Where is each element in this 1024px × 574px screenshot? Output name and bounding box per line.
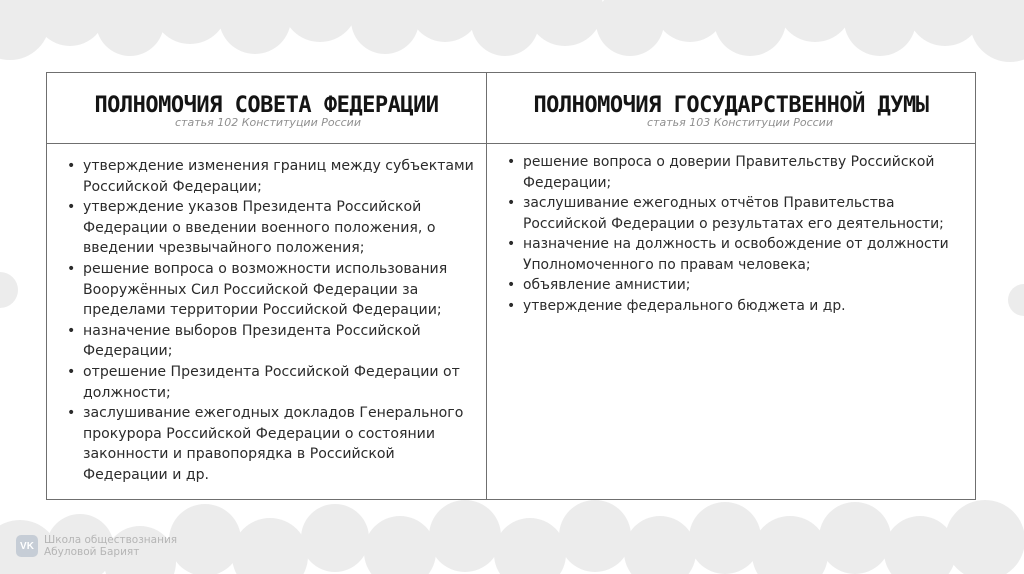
state-duma-header <box>487 73 975 144</box>
federation-council-header <box>47 73 487 144</box>
state-duma-powers <box>487 144 975 499</box>
brand-line-1: Школа обществознания <box>44 534 178 546</box>
list-item: • объявление амнистии; <box>507 275 967 296</box>
list-item: • утверждение указов Президента Российской Федерации о введении военного положения, о введении чрезвычайного положения; <box>67 197 478 259</box>
list-item: • утверждение федерального бюджета и др. <box>507 296 967 317</box>
federation-council-title: ПОЛНОМОЧИЯ СОВЕТА ФЕДЕРАЦИИ <box>94 92 439 118</box>
list-item: • отрешение Президента Российской Федерации от должности; <box>67 362 478 403</box>
federation-council-powers <box>47 144 487 499</box>
list-item: • решение вопроса о доверии Правительству Российской Федерации; <box>507 152 967 193</box>
state-duma-title: ПОЛНОМОЧИЯ ГОСУДАРСТВЕННОЙ ДУМЫ <box>533 92 929 118</box>
federation-council-subtitle: статья 102 Конституции России <box>175 116 361 129</box>
federation-council-list <box>67 156 478 486</box>
brand-text <box>44 534 177 558</box>
vk-logo-icon: VK <box>16 535 38 557</box>
list-item: • назначение выборов Президента Российской Федерации; <box>67 321 478 362</box>
list-item: • решение вопроса о возможности использования Вооружённых Сил Российской Федерации за пределами территории Российской Федерации; <box>67 259 478 321</box>
school-branding <box>16 534 177 558</box>
list-item: • назначение на должность и освобождение от должности Уполномоченного по правам человека; <box>507 234 967 275</box>
list-item: • заслушивание ежегодных отчётов Правительства Российской Федерации о результатах его деятельности; <box>507 193 967 234</box>
state-duma-list <box>507 152 967 316</box>
list-item: • утверждение изменения границ между субъектами Российской Федерации; <box>67 156 478 197</box>
state-duma-subtitle: статья 103 Конституции России <box>647 116 833 129</box>
brand-line-2: Абуловой Барият <box>44 546 140 558</box>
comparison-table <box>46 72 976 500</box>
list-item: • заслушивание ежегодных докладов Генерального прокурора Российской Федерации о состоянии законности и правопорядка в Российской Федерации и др. <box>67 403 478 485</box>
